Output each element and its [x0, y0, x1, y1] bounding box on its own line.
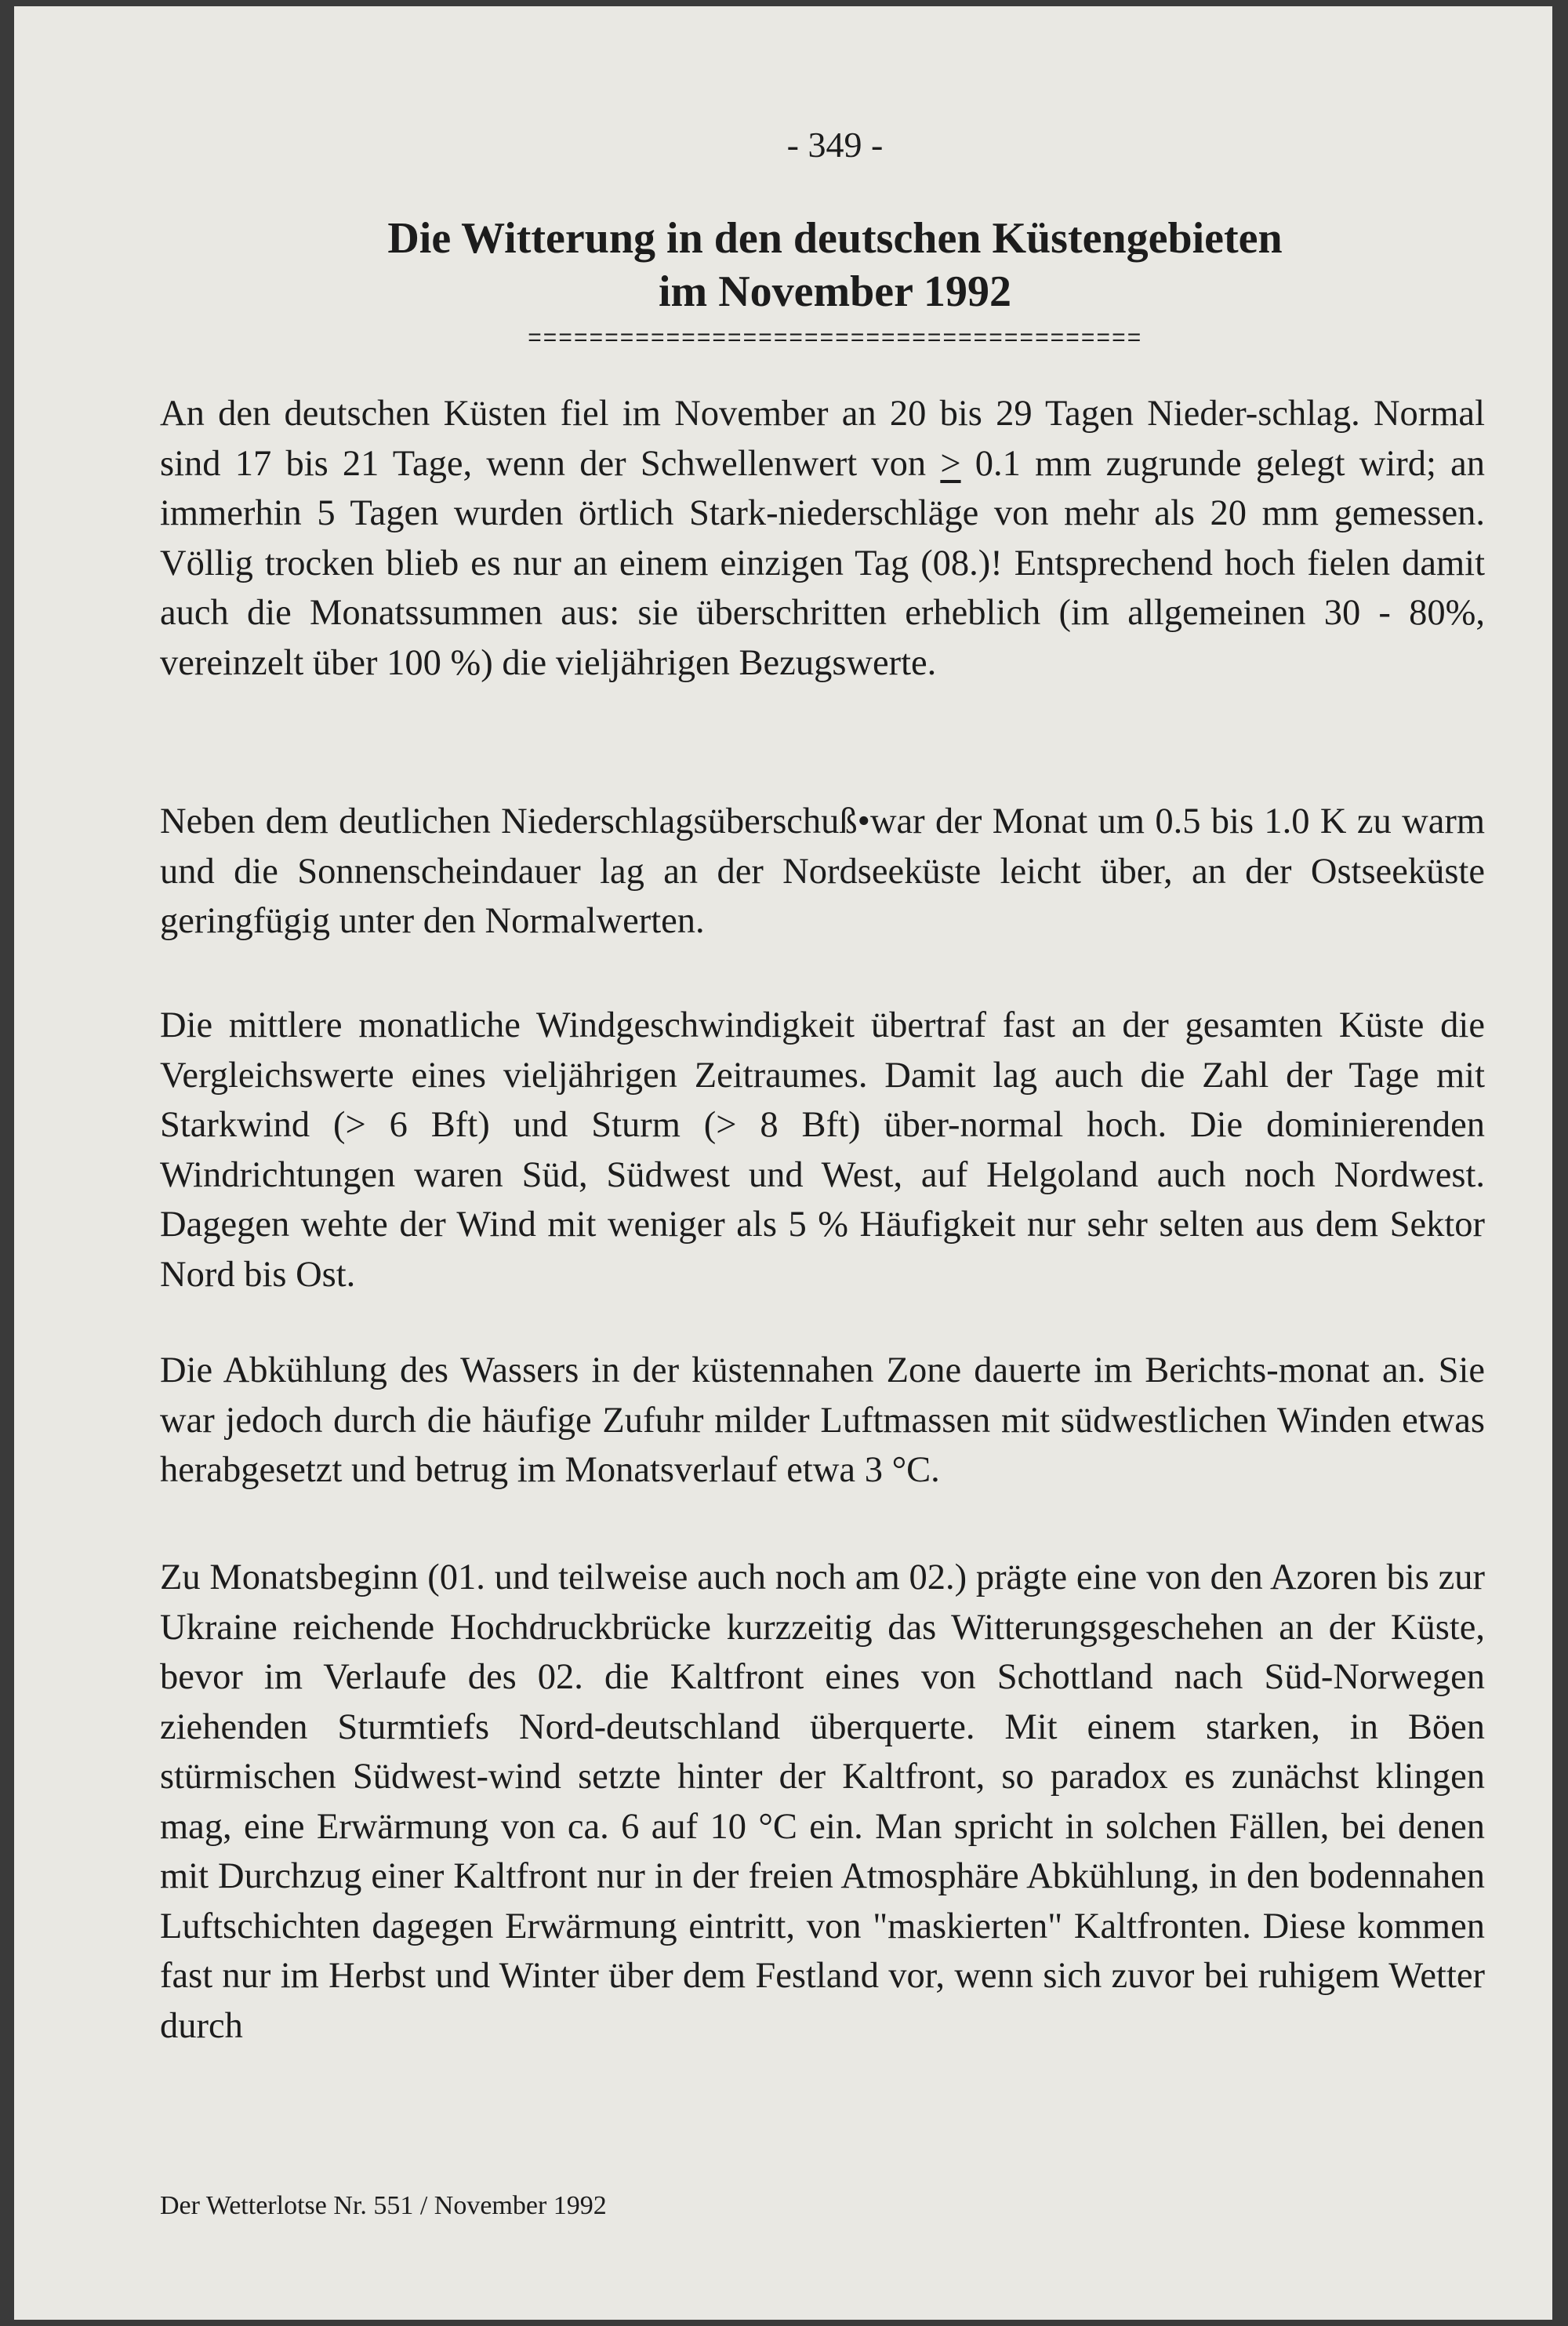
title-line-2: im November 1992 [659, 267, 1011, 316]
title-underline-rule: ======================================== [527, 326, 1143, 353]
paragraph-month-start: Zu Monatsbeginn (01. und teilweise auch noch am 02.) prägte eine von den Azoren bis zur Ukraine reichende Hochdruckbrücke kurzzeitig das Witterungsgeschehen an der Küste, bevor im Verlaufe des 02. die Kaltfront eines von Schottland nach Süd-Norwegen ziehenden Sturmtiefs Nord-deutschland überquerte. Mit einem starken, in Böen stürmischen Südwest-wind setzte hinter der Kaltfront, so paradox es zunächst klingen mag, eine Erwärmung von ca. 6 auf 10 °C ein. Man spricht in solchen Fällen, bei denen mit Durchzug einer Kaltfront nur in der freien Atmosphäre Abkühlung, in den bodennahen Luftschichten dagegen Erwärmung eintritt, von "maskierten" Kaltfronten. Diese kommen fast nur im Herbst und Winter über dem Festland vor, wenn sich zuvor bei ruhigem Wetter durch [160, 1557, 1485, 2046]
page-number: - 349 - [786, 125, 884, 165]
paragraph-wind: Die mittlere monatliche Windgeschwindigkeit übertraf fast an der gesamten Küste die Vergleichswerte eines vieljährigen Zeitraumes. Damit lag auch die Zahl der Tage mit Starkwind (> 6 Bft) und Sturm (> 8 Bft) über-normal hoch. Die dominierenden Windrichtungen waren Süd, Südwest und West, auf Helgoland auch noch Nordwest. Dagegen wehte der Wind mit weniger als 5 % Häufigkeit nur sehr selten aus dem Sektor Nord bis Ost. [160, 1005, 1485, 1295]
title-line-1: Die Witterung in den deutschen Küstengebieten [387, 214, 1283, 263]
paragraph-temperature-sunshine: Neben dem deutlichen Niederschlagsüberschuß•war der Monat um 0.5 bis 1.0 K zu warm und die Sonnenscheindauer lag an der Nordseeküste leicht über, an der Ostseeküste geringfügig unter den Normalwerten. [160, 801, 1485, 941]
greater-equal-symbol: > [940, 443, 961, 484]
paragraph-precipitation-text-b: 0.1 mm zugrunde gelegt wird; an immerhin 5 Tagen wurden örtlich Stark-niederschläge von mehr als 20 mm gemessen. Völlig trocken blieb es nur an einem einzigen Tag (08.)! Entsprechend hoch fielen damit auch die Monatssummen aus: sie überschritten erheblich (im allgemeinen 30 - 80%, vereinzelt über 100 %) die vieljährigen Bezugswerte. [160, 443, 1485, 683]
paragraph-precipitation [160, 389, 1485, 688]
page-footer: Der Wetterlotse Nr. 551 / November 1992 [160, 2191, 607, 2220]
page-title [66, 212, 1568, 318]
document-page [14, 6, 1552, 2320]
paragraph-precipitation-text-a: An den deutschen Küsten fiel im November an 20 bis 29 Tagen Nieder-schlag. Normal sind 17 bis 21 Tage, wenn der Schwellenwert von [160, 394, 1485, 484]
paragraph-water-cooling: Die Abkühlung des Wassers in der küstennahen Zone dauerte im Berichts-monat an. Sie war jedoch durch die häufige Zufuhr milder Luftmassen mit südwestlichen Winden etwas herabgesetzt und betrug im Monatsverlauf etwa 3 °C. [160, 1350, 1485, 1490]
